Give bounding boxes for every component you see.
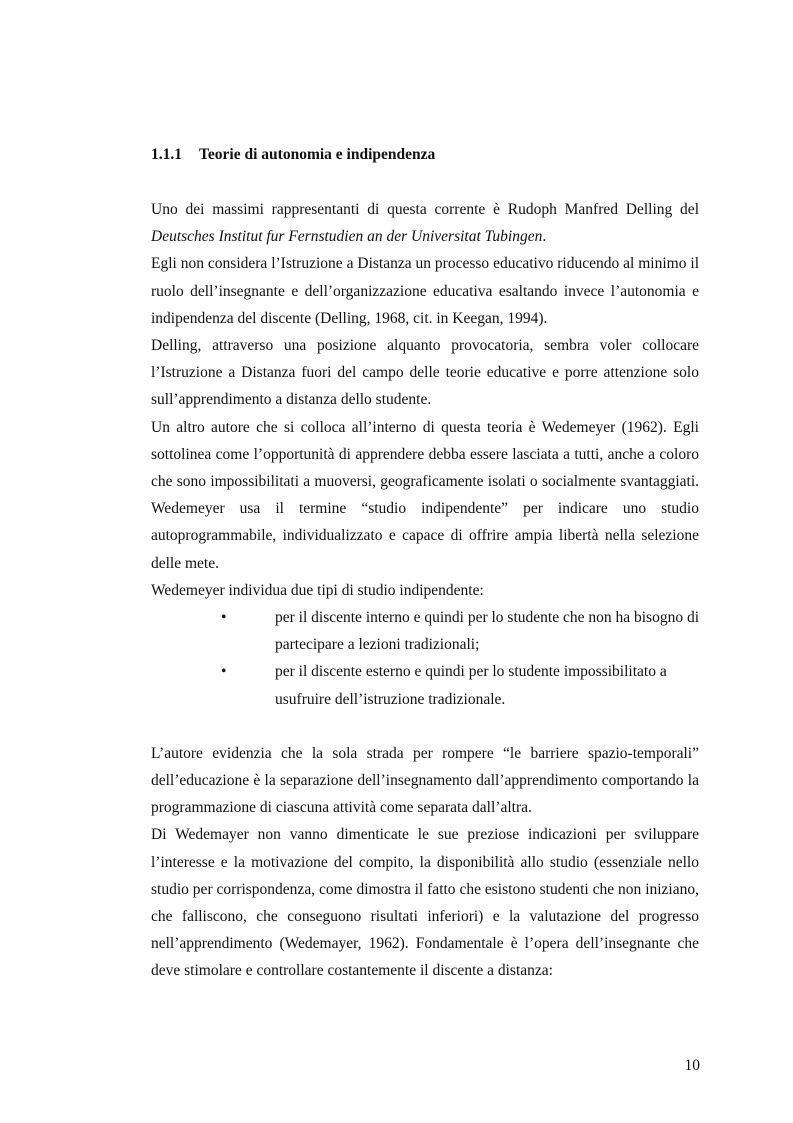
section-heading [151,143,701,167]
list-item-text: per il discente esterno e quindi per lo studente impossibilitato a usufruire dell’istruzione tradizionale. [275,663,667,708]
paragraph: Wedemeyer individua due tipi di studio indipendente: [151,581,484,599]
paragraph: Di Wedemayer non vanno dimenticate le sue preziose indicazioni per sviluppare l’interesse e la motivazione del compito, la disponibilità allo studio (essenziale nello studio per corrispondenza, come dimostra il fatto che esistono studenti che non iniziano, che falliscono, che conseguono risultati inferiori) e la valutazione del progresso nell’apprendimento (Wedemayer, 1962). Fondamentale è l’opera dell’insegnante che deve stimolare e controllare costantemente il discente a distanza: [151,826,699,980]
body-text [151,196,699,985]
paragraph [151,196,699,250]
paragraph: Un altro autore che si colloca all’interno di questa teoria è Wedemeyer (1962). Egli sottolinea come l’opportunità di apprendere debba essere lasciata a tutti, anche a coloro che sono impossibilitati a muoversi, geograficamente isolati o socialmente svantaggiati. Wedemeyer usa il termine “studio indipendente” per indicare uno studio autoprogrammabile, individualizzato e capace di offrire ampia libertà nella selezione delle mete. [151,418,699,572]
bullet-icon: • [221,663,227,681]
paragraph-spacer [151,713,699,740]
paragraph-text: Uno dei massimi rappresentanti di questa corrente è Rudoph Manfred Delling del [151,201,699,218]
list-item-text: per il discente interno e quindi per lo studente che non ha bisogno di partecipare a lezioni tradizionali; [275,609,699,654]
list-item [151,658,699,712]
bullet-list [151,604,699,713]
paragraph: Delling, attraverso una posizione alquanto provocatoria, sembra voler collocare l’Istruzione a Distanza fuori del campo delle teorie educative e porre attenzione solo sull’apprendimento a distanza dello studente. [151,337,699,409]
institute-name: Deutsches Institut fur Fernstudien an der Universitat Tubingen [151,228,543,246]
bullet-icon: • [221,609,227,627]
paragraph-text: . [542,228,547,246]
paragraph: L’autore evidenzia che la sola strada per rompere “le barriere spazio-temporali” dell’educazione è la separazione dell’insegnamento dall’apprendimento comportando la programmazione di ciascuna attività come separata dall’altra. [151,744,699,817]
section-number: 1.1.1 [151,146,182,163]
list-item [151,604,699,658]
section-title: Teorie di autonomia e indipendenza [199,146,436,163]
paragraph: Egli non considera l’Istruzione a Distanza un processo educativo riducendo al minimo il ruolo dell’insegnante e dell’organizzazione educativa esaltando invece l’autonomia e indipendenza del discente (Delling, 1968, cit. in Keegan, 1994). [151,255,699,327]
page-number: 10 [684,1057,700,1074]
